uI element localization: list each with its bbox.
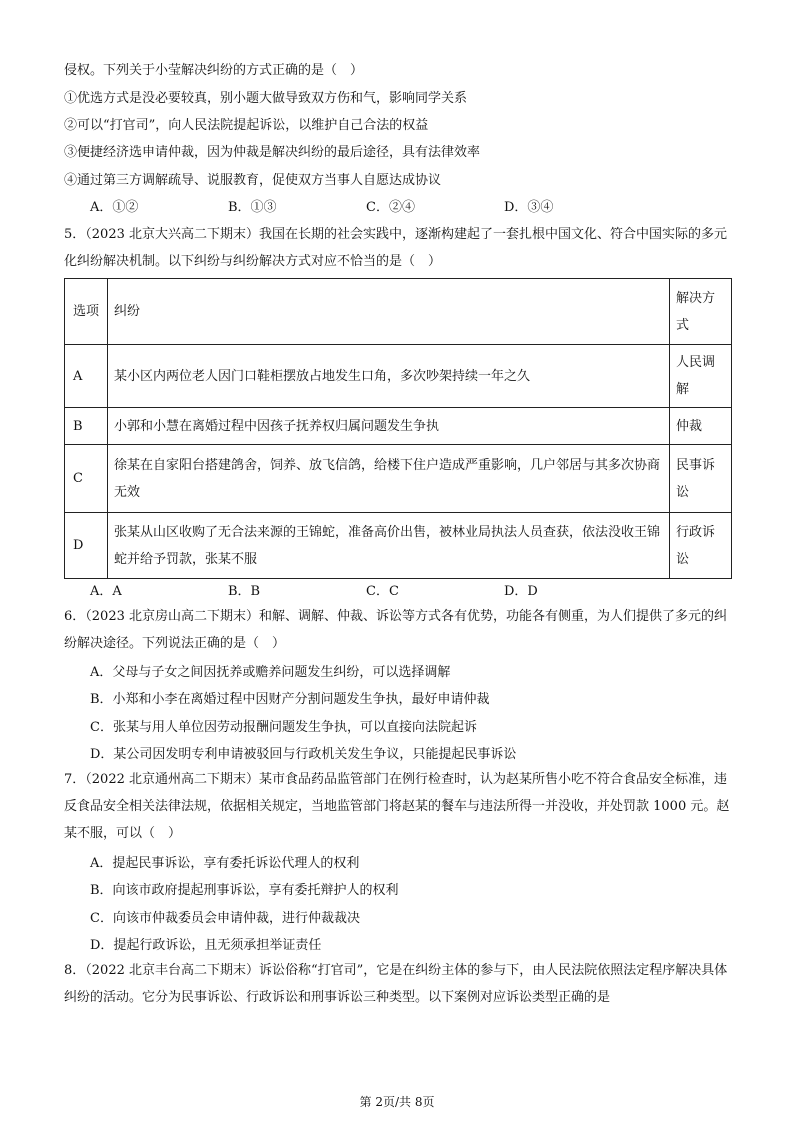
q4-item-4: ④通过第三方调解疏导、说服教育，促使双方当事人自愿达成协议: [64, 173, 442, 188]
q5-option-c: C．C: [366, 584, 399, 599]
q6-option-d: D．某公司因发明专利申请被驳回与行政机关发生争议，只能提起民事诉讼: [90, 747, 517, 762]
table-cell: B: [65, 408, 108, 445]
q5-header-option: 选项: [65, 279, 108, 345]
q6-option-a: A．父母与子女之间因抚养或赡养问题发生纠纷，可以选择调解: [90, 665, 451, 680]
q7-stem: 7．（2022 北京通州高二下期末）某市食品药品监管部门在例行检查时，认为赵某所售小吃不符合食品安全标准，违反食品安全相关法律法规，依据相关规定，当地监管部门将赵某的餐车与违法所得一并没收，并处罚款 1000 元。赵某不服，可以（ ）: [64, 772, 730, 841]
table-row: [65, 445, 732, 513]
q7-option-b: B．向该市政府提起刑事诉讼，享有委托辩护人的权利: [90, 883, 399, 898]
q7-option-a: A．提起民事诉讼，享有委托诉讼代理人的权利: [90, 856, 360, 871]
table-cell: 徐某在自家阳台搭建鸽舍，饲养、放飞信鸽，给楼下住户造成严重影响，几户邻居与其多次协商无效: [108, 445, 670, 513]
q4-item-3: ③便捷经济选申请仲裁，因为仲裁是解决纠纷的最后途径，具有法律效率: [64, 145, 481, 160]
q8-stem: 8．（2022 北京丰台高二下期末）诉讼俗称“打官司”，它是在纠纷主体的参与下，由人民法院依照法定程序解决具体纠纷的活动。它分为民事诉讼、行政诉讼和刑事诉讼三种类型。以下案例对应诉讼类型正确的是: [64, 963, 728, 1005]
q5-table-header: [65, 279, 732, 345]
q4-option-c: C．②④: [366, 200, 415, 215]
table-cell: 张某从山区收购了无合法来源的王锦蛇，准备高价出售，被林业局执法人员查获，依法没收王锦蛇并给予罚款，张某不服: [108, 513, 670, 579]
table-cell: 仲裁: [670, 408, 732, 445]
q7-option-c: C．向该市仲裁委员会申请仲裁，进行仲裁裁决: [90, 911, 360, 926]
table-row: [65, 345, 732, 408]
q6-option-b: B．小郑和小李在离婚过程中因财产分割问题发生争执，最好申请仲裁: [90, 692, 490, 707]
table-row: [65, 408, 732, 445]
table-cell: 某小区内两位老人因门口鞋柜摆放占地发生口角，多次吵架持续一年之久: [108, 345, 670, 408]
table-row: [65, 513, 732, 579]
q4-item-1: ①优选方式是没必要较真，别小题大做导致双方伤和气，影响同学关系: [64, 91, 468, 106]
q5-table: [64, 278, 732, 579]
q7-option-d: D．提起行政诉讼，且无须承担举证责任: [90, 938, 322, 953]
table-cell: D: [65, 513, 108, 579]
q6-option-c: C．张某与用人单位因劳动报酬问题发生争执，可以直接向法院起诉: [90, 720, 477, 735]
q4-option-a: A．①②: [90, 200, 139, 215]
q4-option-b: B．①③: [228, 200, 277, 215]
q4-option-d: D．③④: [504, 200, 554, 215]
table-cell: 行政诉讼: [670, 513, 732, 579]
q5-option-a: A．A: [90, 584, 122, 599]
q4-stem-tail: 侵权。下列关于小莹解决纠纷的方式正确的是（ ）: [64, 63, 364, 78]
q6-stem: 6．（2023 北京房山高二下期末）和解、调解、仲裁、诉讼等方式各有优势，功能各有侧重，为人们提供了多元的纠纷解决途径。下列说法正确的是（ ）: [64, 609, 727, 651]
table-cell: 人民调解: [670, 345, 732, 408]
table-cell: C: [65, 445, 108, 513]
table-cell: A: [65, 345, 108, 408]
page-number-footer: 第 2页/共 8页: [359, 1095, 435, 1109]
q5-option-d: D．D: [504, 584, 538, 599]
q5-options: [90, 583, 650, 601]
q5-header-dispute: 纠纷: [108, 279, 670, 345]
q5-stem: 5．（2023 北京大兴高二下期末）我国在长期的社会实践中，逐渐构建起了一套扎根中国文化、符合中国实际的多元化纠纷解决机制。以下纠纷与纠纷解决方式对应不恰当的是（ ）: [64, 227, 727, 269]
q4-options: [90, 199, 650, 217]
table-cell: 民事诉讼: [670, 445, 732, 513]
table-cell: 小郭和小慧在离婚过程中因孩子抚养权归属问题发生争执: [108, 408, 670, 445]
q5-option-b: B．B: [228, 584, 261, 599]
q5-header-method: 解决方式: [670, 279, 732, 345]
q4-item-2: ②可以“打官司”，向人民法院提起诉讼，以维护自己合法的权益: [64, 118, 429, 133]
